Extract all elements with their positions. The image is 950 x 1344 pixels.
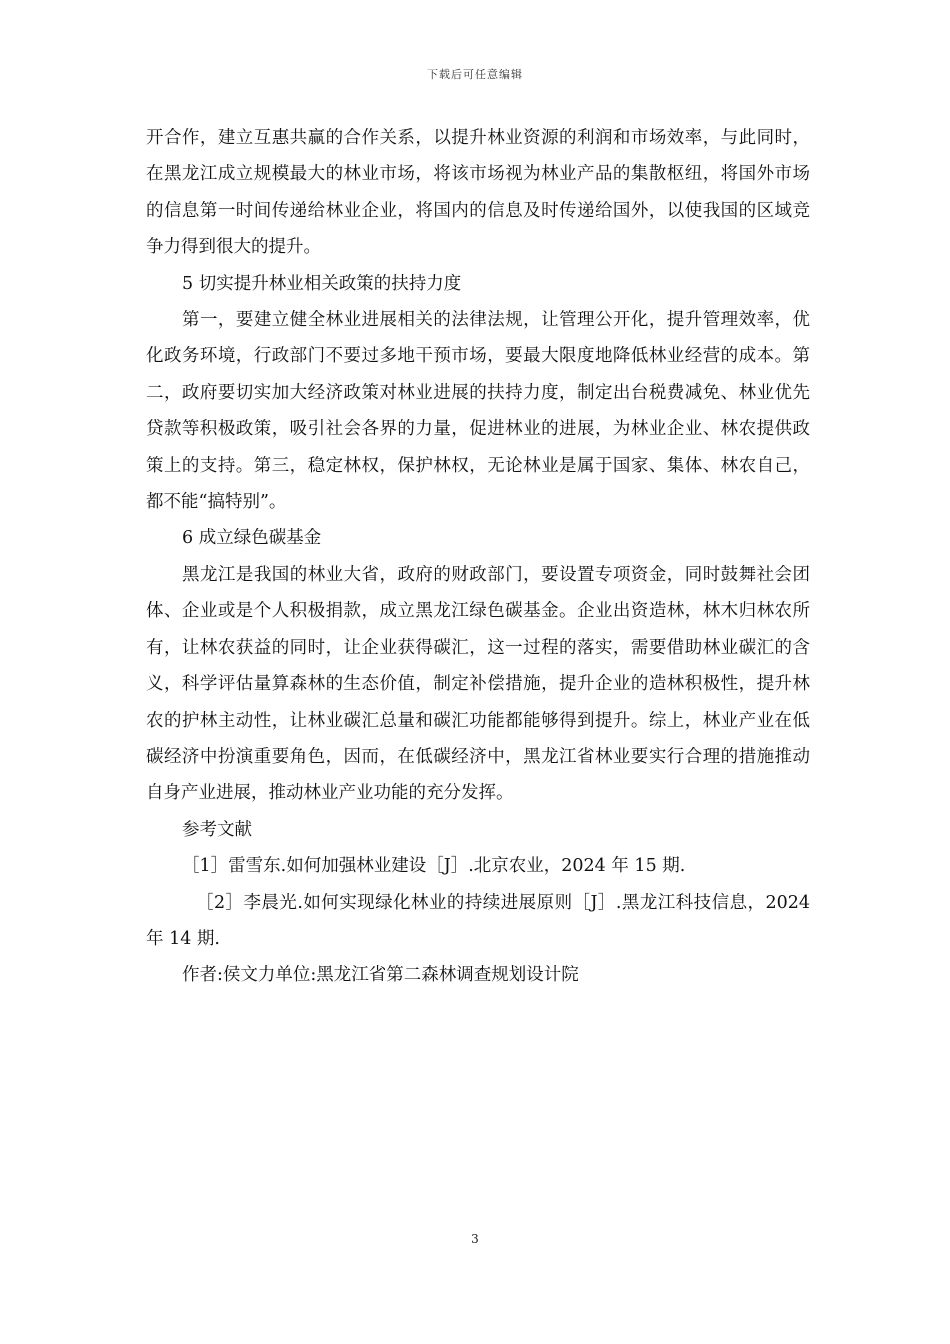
page-header-note: 下载后可任意编辑 bbox=[427, 68, 523, 81]
author-line: 作者:侯文力单位:黑龙江省第二森林调查规划设计院 bbox=[182, 965, 579, 986]
references-heading: 参考文献 bbox=[182, 819, 252, 840]
paragraph-section-5: 第一，要建立健全林业进展相关的法律法规，让管理公开化，提升管理效率，优化政务环境，行政部门不要过多地干预市场，要最大限度地降低林业经营的成本。第二，政府要切实加大经济政策对林业进展的扶持力度，制定出台税费减免、林业优先贷款等积极政策，吸引社会各界的力量，促进林业的进展，为林业企业、林农提供政策上的支持。第三，稳定林权，保护林权，无论林业是属于国家、集体、林农自己，都不能“搞特别”。 bbox=[146, 310, 810, 513]
reference-item-1: ［1］雷雪东.如何加强林业建设［J］.北京农业，2024 年 15 期. bbox=[182, 856, 686, 877]
section-heading-5: 5 切实提升林业相关政策的扶持力度 bbox=[182, 273, 462, 294]
section-heading-6: 6 成立绿色碳基金 bbox=[182, 528, 322, 549]
reference-item-2: ［2］李晨光.如何实现绿化林业的持续进展原则［J］.黑龙江科技信息，2024 年 14 期. bbox=[146, 892, 810, 949]
document-body bbox=[146, 120, 810, 994]
paragraph-continued: 开合作，建立互惠共赢的合作关系，以提升林业资源的利润和市场效率，与此同时，在黑龙江成立规模最大的林业市场，将该市场视为林业产品的集散枢纽，将国外市场的信息第一时间传递给林业企业，将国内的信息及时传递给国外，以使我国的区域竞争力得到很大的提升。 bbox=[146, 128, 810, 258]
page-number: 3 bbox=[471, 1232, 479, 1246]
paragraph-section-6: 黑龙江是我国的林业大省，政府的财政部门，要设置专项资金，同时鼓舞社会团体、企业或是个人积极捐款，成立黑龙江绿色碳基金。企业出资造林，林木归林农所有，让林农获益的同时，让企业获得碳汇，这一过程的落实，需要借助林业碳汇的含义，科学评估量算森林的生态价值，制定补偿措施，提升企业的造林积极性，提升林农的护林主动性，让林业碳汇总量和碳汇功能都能够得到提升。综上，林业产业在低碳经济中扮演重要角色，因而，在低碳经济中，黑龙江省林业要实行合理的措施推动自身产业进展，推动林业产业功能的充分发挥。 bbox=[146, 564, 810, 804]
